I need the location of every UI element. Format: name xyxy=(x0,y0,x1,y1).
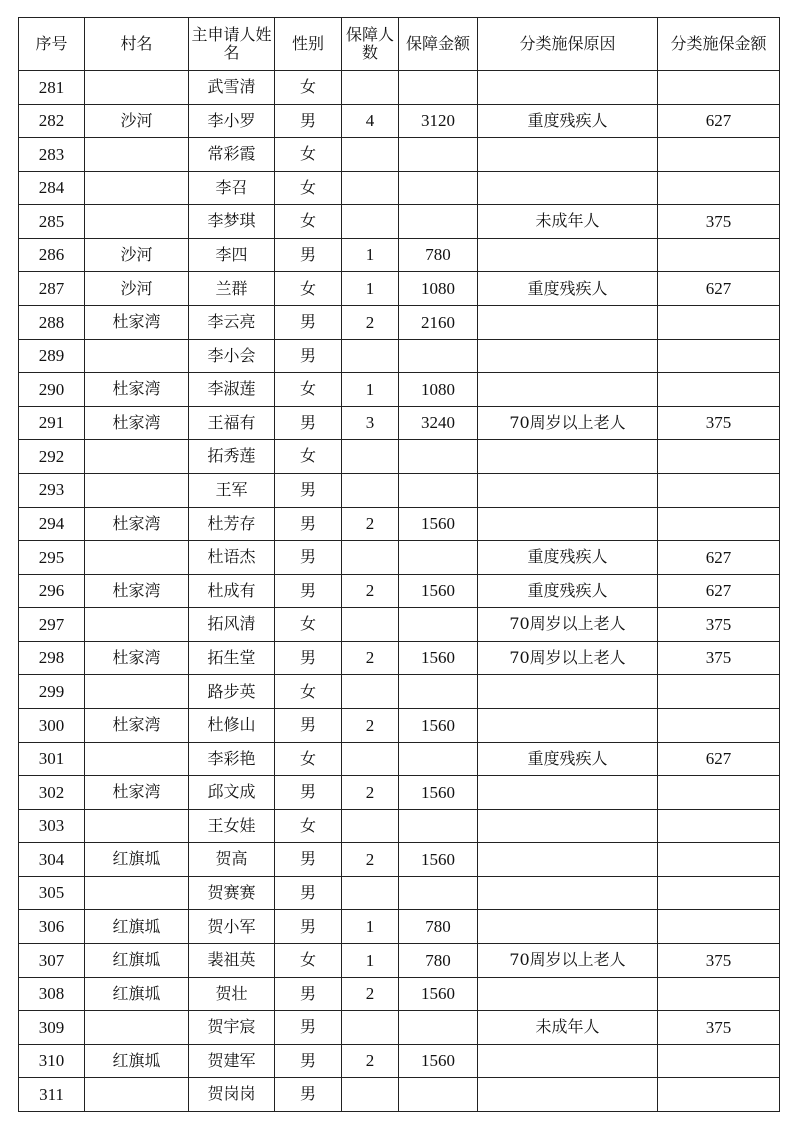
cell-reason xyxy=(478,339,658,373)
cell-village: 杜家湾 xyxy=(85,641,189,675)
cell-reason-amount xyxy=(658,910,780,944)
cell-reason-amount xyxy=(658,339,780,373)
cell-sex: 女 xyxy=(275,742,342,776)
cell-reason xyxy=(478,473,658,507)
table-row xyxy=(19,809,780,843)
table-row xyxy=(19,71,780,105)
cell-village xyxy=(85,339,189,373)
cell-count: 2 xyxy=(342,641,399,675)
cell-amount: 3120 xyxy=(399,104,478,138)
cell-reason-amount xyxy=(658,507,780,541)
cell-count: 1 xyxy=(342,944,399,978)
cell-reason xyxy=(478,238,658,272)
cell-count xyxy=(342,541,399,575)
cell-name: 邱文成 xyxy=(189,776,275,810)
cell-no: 285 xyxy=(19,205,85,239)
cell-amount xyxy=(399,339,478,373)
cell-reason xyxy=(478,977,658,1011)
table-row xyxy=(19,138,780,172)
cell-count: 2 xyxy=(342,843,399,877)
cell-count: 1 xyxy=(342,373,399,407)
cell-reason xyxy=(478,306,658,340)
cell-village: 杜家湾 xyxy=(85,507,189,541)
cell-reason-amount xyxy=(658,776,780,810)
cell-count xyxy=(342,1011,399,1045)
cell-count xyxy=(342,473,399,507)
cell-village xyxy=(85,608,189,642)
cell-reason: 70周岁以上老人 xyxy=(478,608,658,642)
cell-reason: 重度残疾人 xyxy=(478,574,658,608)
cell-count: 1 xyxy=(342,272,399,306)
cell-no: 283 xyxy=(19,138,85,172)
document-page xyxy=(18,17,779,1112)
cell-amount xyxy=(399,809,478,843)
cell-name: 拓生堂 xyxy=(189,641,275,675)
cell-village: 红旗坬 xyxy=(85,910,189,944)
cell-village: 杜家湾 xyxy=(85,373,189,407)
cell-count: 1 xyxy=(342,238,399,272)
cell-count xyxy=(342,742,399,776)
cell-name: 李淑莲 xyxy=(189,373,275,407)
table-row xyxy=(19,507,780,541)
cell-sex: 男 xyxy=(275,574,342,608)
cell-count: 2 xyxy=(342,1044,399,1078)
cell-reason-amount xyxy=(658,71,780,105)
table-row xyxy=(19,238,780,272)
cell-no: 299 xyxy=(19,675,85,709)
cell-no: 297 xyxy=(19,608,85,642)
table-row xyxy=(19,708,780,742)
table-row xyxy=(19,205,780,239)
cell-name: 王军 xyxy=(189,473,275,507)
cell-name: 拓风清 xyxy=(189,608,275,642)
cell-reason: 70周岁以上老人 xyxy=(478,406,658,440)
cell-village xyxy=(85,1011,189,1045)
cell-amount: 1560 xyxy=(399,1044,478,1078)
cell-name: 杜芳存 xyxy=(189,507,275,541)
cell-amount xyxy=(399,138,478,172)
cell-count: 3 xyxy=(342,406,399,440)
cell-reason-amount xyxy=(658,1078,780,1112)
cell-reason-amount xyxy=(658,977,780,1011)
cell-name: 贺宇宸 xyxy=(189,1011,275,1045)
cell-reason xyxy=(478,708,658,742)
cell-reason: 重度残疾人 xyxy=(478,272,658,306)
cell-reason-amount: 627 xyxy=(658,742,780,776)
cell-amount: 1560 xyxy=(399,776,478,810)
cell-sex: 女 xyxy=(275,608,342,642)
cell-village xyxy=(85,876,189,910)
cell-amount xyxy=(399,440,478,474)
table-row xyxy=(19,406,780,440)
cell-reason-amount xyxy=(658,809,780,843)
cell-reason xyxy=(478,876,658,910)
cell-name: 杜成有 xyxy=(189,574,275,608)
cell-no: 303 xyxy=(19,809,85,843)
cell-reason: 重度残疾人 xyxy=(478,104,658,138)
table-row xyxy=(19,473,780,507)
cell-amount xyxy=(399,71,478,105)
cell-no: 311 xyxy=(19,1078,85,1112)
cell-reason-amount: 375 xyxy=(658,641,780,675)
table-row xyxy=(19,977,780,1011)
table-row xyxy=(19,1044,780,1078)
table-row xyxy=(19,339,780,373)
cell-amount: 1080 xyxy=(399,373,478,407)
cell-sex: 男 xyxy=(275,507,342,541)
cell-village: 杜家湾 xyxy=(85,776,189,810)
cell-count xyxy=(342,1078,399,1112)
cell-count: 2 xyxy=(342,776,399,810)
cell-amount: 3240 xyxy=(399,406,478,440)
table-row xyxy=(19,843,780,877)
table-row xyxy=(19,608,780,642)
cell-sex: 男 xyxy=(275,473,342,507)
cell-reason: 未成年人 xyxy=(478,1011,658,1045)
cell-sex: 女 xyxy=(275,205,342,239)
cell-amount xyxy=(399,742,478,776)
cell-reason xyxy=(478,809,658,843)
cell-name: 李小罗 xyxy=(189,104,275,138)
cell-village xyxy=(85,809,189,843)
cell-amount xyxy=(399,675,478,709)
cell-amount: 1560 xyxy=(399,507,478,541)
cell-no: 298 xyxy=(19,641,85,675)
cell-sex: 女 xyxy=(275,373,342,407)
cell-sex: 男 xyxy=(275,1011,342,1045)
cell-reason-amount: 375 xyxy=(658,205,780,239)
cell-count xyxy=(342,138,399,172)
cell-reason-amount xyxy=(658,1044,780,1078)
header-no: 序号 xyxy=(19,18,85,71)
table-row xyxy=(19,876,780,910)
cell-village xyxy=(85,71,189,105)
cell-name: 李召 xyxy=(189,171,275,205)
cell-no: 287 xyxy=(19,272,85,306)
cell-reason xyxy=(478,1078,658,1112)
cell-reason xyxy=(478,1044,658,1078)
cell-amount: 1560 xyxy=(399,641,478,675)
cell-sex: 女 xyxy=(275,272,342,306)
cell-count: 2 xyxy=(342,977,399,1011)
cell-name: 贺岗岗 xyxy=(189,1078,275,1112)
cell-sex: 女 xyxy=(275,440,342,474)
cell-sex: 男 xyxy=(275,1078,342,1112)
cell-reason xyxy=(478,776,658,810)
cell-name: 李彩艳 xyxy=(189,742,275,776)
cell-amount xyxy=(399,473,478,507)
header-count: 保障人数 xyxy=(342,18,399,71)
cell-reason: 未成年人 xyxy=(478,205,658,239)
cell-count xyxy=(342,71,399,105)
cell-no: 309 xyxy=(19,1011,85,1045)
cell-name: 李梦琪 xyxy=(189,205,275,239)
cell-reason xyxy=(478,507,658,541)
cell-village xyxy=(85,675,189,709)
table-row xyxy=(19,675,780,709)
cell-amount: 1560 xyxy=(399,574,478,608)
table-body xyxy=(19,71,780,1112)
header-reason: 分类施保原因 xyxy=(478,18,658,71)
cell-amount: 780 xyxy=(399,238,478,272)
cell-village: 杜家湾 xyxy=(85,406,189,440)
cell-reason-amount xyxy=(658,473,780,507)
cell-no: 286 xyxy=(19,238,85,272)
cell-village xyxy=(85,205,189,239)
cell-reason xyxy=(478,440,658,474)
table-row xyxy=(19,373,780,407)
cell-village: 红旗坬 xyxy=(85,977,189,1011)
cell-sex: 男 xyxy=(275,406,342,440)
table-row xyxy=(19,104,780,138)
cell-reason xyxy=(478,71,658,105)
cell-amount: 2160 xyxy=(399,306,478,340)
header-reason-amount: 分类施保金额 xyxy=(658,18,780,71)
table-row xyxy=(19,910,780,944)
cell-no: 302 xyxy=(19,776,85,810)
cell-village xyxy=(85,541,189,575)
cell-no: 306 xyxy=(19,910,85,944)
cell-reason: 重度残疾人 xyxy=(478,541,658,575)
cell-name: 李小会 xyxy=(189,339,275,373)
cell-name: 贺高 xyxy=(189,843,275,877)
cell-reason xyxy=(478,171,658,205)
cell-village xyxy=(85,473,189,507)
cell-amount: 780 xyxy=(399,944,478,978)
cell-village xyxy=(85,171,189,205)
table-row xyxy=(19,541,780,575)
header-amount: 保障金额 xyxy=(399,18,478,71)
cell-amount xyxy=(399,205,478,239)
table-row xyxy=(19,742,780,776)
cell-reason-amount: 627 xyxy=(658,541,780,575)
cell-name: 拓秀莲 xyxy=(189,440,275,474)
table-row xyxy=(19,1078,780,1112)
header-applicant: 主申请人姓名 xyxy=(189,18,275,71)
cell-reason-amount xyxy=(658,138,780,172)
cell-count xyxy=(342,876,399,910)
cell-count: 2 xyxy=(342,507,399,541)
table-row xyxy=(19,641,780,675)
cell-reason xyxy=(478,675,658,709)
cell-reason-amount xyxy=(658,440,780,474)
cell-name: 贺建军 xyxy=(189,1044,275,1078)
cell-count: 1 xyxy=(342,910,399,944)
cell-sex: 男 xyxy=(275,876,342,910)
cell-no: 281 xyxy=(19,71,85,105)
cell-sex: 男 xyxy=(275,306,342,340)
cell-reason-amount xyxy=(658,238,780,272)
cell-sex: 男 xyxy=(275,977,342,1011)
table-row xyxy=(19,272,780,306)
table-row xyxy=(19,776,780,810)
cell-name: 兰群 xyxy=(189,272,275,306)
cell-village xyxy=(85,1078,189,1112)
cell-no: 291 xyxy=(19,406,85,440)
header-sex: 性别 xyxy=(275,18,342,71)
cell-amount: 1560 xyxy=(399,977,478,1011)
cell-no: 282 xyxy=(19,104,85,138)
cell-name: 杜语杰 xyxy=(189,541,275,575)
cell-village xyxy=(85,138,189,172)
cell-sex: 男 xyxy=(275,104,342,138)
cell-count xyxy=(342,809,399,843)
cell-amount: 1560 xyxy=(399,843,478,877)
cell-no: 293 xyxy=(19,473,85,507)
cell-amount xyxy=(399,876,478,910)
cell-village: 杜家湾 xyxy=(85,306,189,340)
table-header-row xyxy=(19,18,780,71)
cell-reason-amount xyxy=(658,675,780,709)
cell-no: 301 xyxy=(19,742,85,776)
cell-count: 2 xyxy=(342,708,399,742)
cell-village: 沙河 xyxy=(85,238,189,272)
cell-count: 2 xyxy=(342,306,399,340)
cell-sex: 男 xyxy=(275,641,342,675)
cell-reason: 重度残疾人 xyxy=(478,742,658,776)
cell-count xyxy=(342,440,399,474)
cell-reason-amount: 375 xyxy=(658,406,780,440)
cell-no: 292 xyxy=(19,440,85,474)
cell-village: 沙河 xyxy=(85,104,189,138)
cell-reason xyxy=(478,373,658,407)
cell-village xyxy=(85,440,189,474)
cell-village xyxy=(85,742,189,776)
table-row xyxy=(19,944,780,978)
cell-sex: 女 xyxy=(275,809,342,843)
cell-reason xyxy=(478,138,658,172)
cell-amount xyxy=(399,171,478,205)
cell-no: 304 xyxy=(19,843,85,877)
cell-sex: 女 xyxy=(275,171,342,205)
cell-no: 295 xyxy=(19,541,85,575)
cell-no: 284 xyxy=(19,171,85,205)
cell-sex: 男 xyxy=(275,776,342,810)
cell-sex: 女 xyxy=(275,138,342,172)
cell-count xyxy=(342,675,399,709)
cell-sex: 男 xyxy=(275,1044,342,1078)
cell-village: 杜家湾 xyxy=(85,574,189,608)
cell-amount: 780 xyxy=(399,910,478,944)
cell-village: 红旗坬 xyxy=(85,843,189,877)
cell-count xyxy=(342,205,399,239)
assistance-table xyxy=(18,17,780,1112)
cell-name: 李四 xyxy=(189,238,275,272)
cell-name: 贺小军 xyxy=(189,910,275,944)
cell-name: 贺壮 xyxy=(189,977,275,1011)
cell-sex: 女 xyxy=(275,71,342,105)
cell-sex: 男 xyxy=(275,843,342,877)
cell-village: 沙河 xyxy=(85,272,189,306)
cell-reason-amount: 627 xyxy=(658,272,780,306)
table-row xyxy=(19,574,780,608)
table-row xyxy=(19,1011,780,1045)
cell-sex: 男 xyxy=(275,541,342,575)
cell-name: 裴祖英 xyxy=(189,944,275,978)
cell-name: 贺赛赛 xyxy=(189,876,275,910)
cell-no: 289 xyxy=(19,339,85,373)
table-row xyxy=(19,306,780,340)
table-row xyxy=(19,440,780,474)
cell-reason-amount xyxy=(658,876,780,910)
cell-count xyxy=(342,608,399,642)
cell-reason-amount: 375 xyxy=(658,1011,780,1045)
cell-sex: 男 xyxy=(275,708,342,742)
cell-reason-amount: 375 xyxy=(658,944,780,978)
cell-reason-amount xyxy=(658,708,780,742)
cell-village: 红旗坬 xyxy=(85,1044,189,1078)
cell-amount: 1560 xyxy=(399,708,478,742)
cell-no: 294 xyxy=(19,507,85,541)
header-village: 村名 xyxy=(85,18,189,71)
cell-count xyxy=(342,339,399,373)
cell-amount xyxy=(399,541,478,575)
cell-reason xyxy=(478,843,658,877)
cell-sex: 男 xyxy=(275,339,342,373)
cell-reason-amount: 375 xyxy=(658,608,780,642)
cell-sex: 男 xyxy=(275,238,342,272)
cell-reason-amount xyxy=(658,843,780,877)
cell-amount xyxy=(399,1011,478,1045)
cell-no: 288 xyxy=(19,306,85,340)
cell-reason-amount: 627 xyxy=(658,574,780,608)
cell-count: 2 xyxy=(342,574,399,608)
cell-no: 305 xyxy=(19,876,85,910)
cell-reason: 70周岁以上老人 xyxy=(478,944,658,978)
cell-sex: 男 xyxy=(275,910,342,944)
cell-reason-amount xyxy=(658,373,780,407)
cell-name: 常彩霞 xyxy=(189,138,275,172)
cell-name: 李云亮 xyxy=(189,306,275,340)
cell-no: 300 xyxy=(19,708,85,742)
cell-name: 王福有 xyxy=(189,406,275,440)
cell-reason: 70周岁以上老人 xyxy=(478,641,658,675)
cell-name: 王女娃 xyxy=(189,809,275,843)
cell-no: 310 xyxy=(19,1044,85,1078)
cell-amount: 1080 xyxy=(399,272,478,306)
cell-no: 308 xyxy=(19,977,85,1011)
cell-reason-amount xyxy=(658,171,780,205)
cell-amount xyxy=(399,1078,478,1112)
cell-no: 290 xyxy=(19,373,85,407)
cell-name: 路步英 xyxy=(189,675,275,709)
cell-village: 杜家湾 xyxy=(85,708,189,742)
cell-sex: 女 xyxy=(275,944,342,978)
cell-count xyxy=(342,171,399,205)
cell-amount xyxy=(399,608,478,642)
cell-reason xyxy=(478,910,658,944)
table-row xyxy=(19,171,780,205)
cell-no: 296 xyxy=(19,574,85,608)
cell-reason-amount xyxy=(658,306,780,340)
cell-no: 307 xyxy=(19,944,85,978)
cell-name: 杜修山 xyxy=(189,708,275,742)
cell-reason-amount: 627 xyxy=(658,104,780,138)
cell-sex: 女 xyxy=(275,675,342,709)
cell-name: 武雪清 xyxy=(189,71,275,105)
cell-count: 4 xyxy=(342,104,399,138)
cell-village: 红旗坬 xyxy=(85,944,189,978)
